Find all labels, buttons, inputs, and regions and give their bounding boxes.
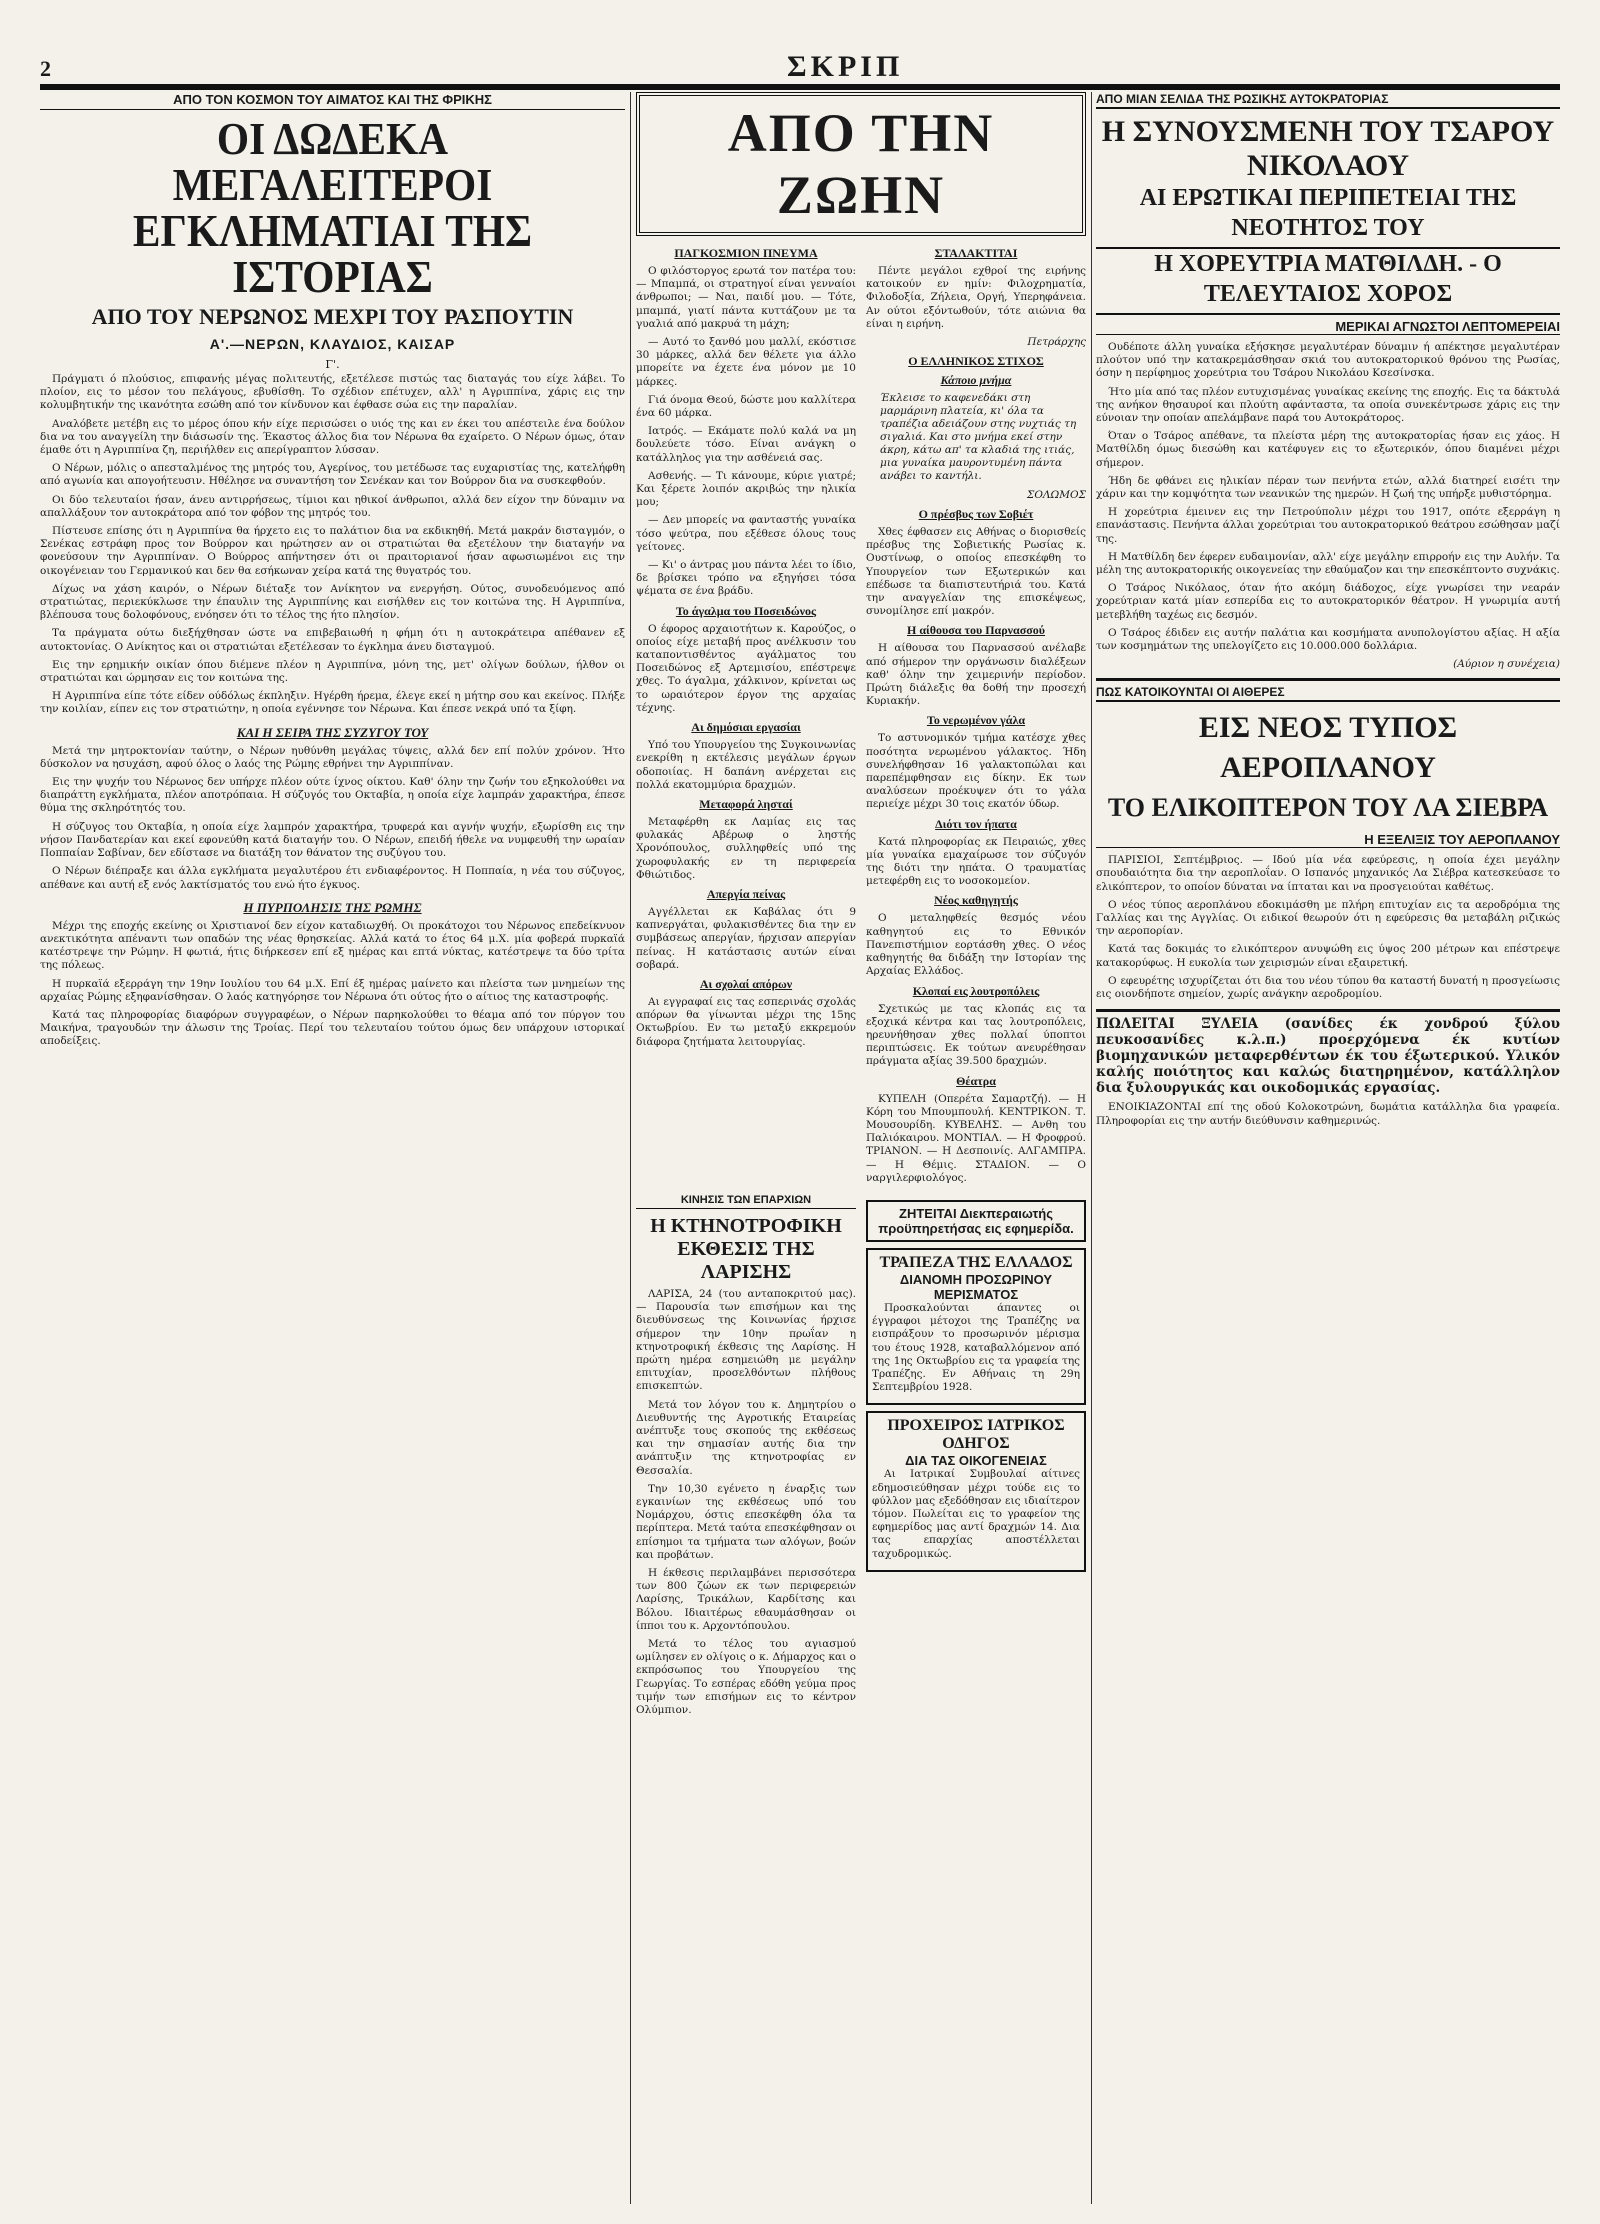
theatres-listing: ΚΥΠΕΛΗ (Οπερέτα Σαμαρτζή). — Η Κόρη του Μπουμπουλή. ΚΕΝΤΡΙΚΟΝ. Τ. Μουσουρίδη. ΚΥΒΕΛΗΣ. — Ανθη του Παλιόκαιρου. ΜΟΝΤΙΑΛ. — Η Φροφρού. ΤΡΙΑΝΟΝ. — Η Δεσποινίς. ΑΛΓΑΜΠΡΑ. — Η Θέμις. ΣΤΑΔΙΟΝ. — Ο ναργιλερφιολόγος. bbox=[866, 1092, 1086, 1184]
article-paragraph: Εις την ψυχήν του Νέρωνος δεν υπήρχε πλέον ούτε ίχνος οίκτου. Καθ' όλην την ζωήν του εξηκολούθει να διαπράττη εγκλήματα, πλέον αποτρόπαια. Η σύζυγός του Οκταβία, η οποία είχε λαμπράν χαρακτήρα, έπεσε θύμα της σκληρότητός του. bbox=[40, 776, 625, 815]
guide-text: Αι Ιατρικαί Συμβουλαί αίτινες εδημοσιεύθησαν μέχρι τούδε εις το φύλλον μας εξεδόθησαν εις ιδιαίτερον τόμον. Πωλείται εις το γραφείον της εφημερίδος μας αντί δραχμών 14. Δια τας επαρχίας αποστέλλεται ταχυδρομικώς. bbox=[872, 1468, 1080, 1560]
section-kicker: ΑΠΟ ΤΟΝ ΚΟΣΜΟΝ ΤΟΥ ΑΙΜΑΤΟΣ ΚΑΙ ΤΗΣ ΦΡΙΚΗΣ bbox=[40, 92, 625, 110]
news-title: Απεργία πείνας bbox=[706, 886, 786, 901]
poem-title: Κάποιο μνήμα bbox=[940, 373, 1012, 388]
wanted-ad bbox=[866, 1200, 1086, 1242]
news-title: Το νερωμένον γάλα bbox=[926, 713, 1026, 728]
article-paragraph: Η Ματθίλδη δεν έφερεν ευδαιμονίαν, αλλ' είχε μεγάλην επιρροήν εις την Αυλήν. Τα μέλη της αυτοκρατορικής οικογενείας την εθαύμαζον και την επεσκέπτοντο συχνάκις. bbox=[1096, 550, 1560, 577]
news-paragraph: Χθες έφθασεν εις Αθήνας ο διορισθείς πρέσβυς της Σοβιετικής Ρωσίας κ. Ουστίνωφ, ο οποίος επεσκέφθη το Υπουργείον των Εξωτερικών και επέδωσε τα διαπιστευτήριά του. Κατά την αναγγελίαν της επισκέψεως, συνομίλησε επί μακρόν. bbox=[866, 526, 1086, 618]
subsection-title: Ο ΕΛΛΗΝΙΚΟΣ ΣΤΙΧΟΣ bbox=[908, 354, 1044, 369]
subsection-title: ΚΑΙ Η ΣΕΙΡΑ ΤΗΣ ΣΥΖΥΓΟΥ ΤΟΥ bbox=[236, 724, 429, 740]
news-paragraph: Αγγέλλεται εκ Καβάλας ότι 9 καπνεργάται, φυλακισθέντες δια την εν συμβάσεως απεργίαν, ήρχισαν απεργίαν πείνας. Η κατάστασις αυτών είναι σοβαρά. bbox=[636, 905, 856, 971]
quote-author: Πετράρχης bbox=[1027, 336, 1086, 349]
bank-subtitle: ΔΙΑΝΟΜΗ ΠΡΟΣΩΡΙΝΟΥ ΜΕΡΙΣΜΑΤΟΣ bbox=[899, 1271, 1053, 1302]
article-paragraph: Ο Νέρων διέπραξε και άλλα εγκλήματα μεγαλυτέρου έτι ενδιαφέροντος. Η Ποππαία, η νέα του σύζυγος, απέθανε και αυτή εξ ενός λακτίσματός του ενώ ήτο έγκυος. bbox=[40, 865, 625, 891]
article-paragraph: Ο νέος τύπος αεροπλάνου εδοκιμάσθη με πλήρη επιτυχίαν εις τα αεροδρόμια της Γαλλίας και της Αγγλίας. Οι ειδικοί θεωρούν ότι η εφεύρεσις θα μεταβάλη ριζικώς την αεροπορίαν. bbox=[1096, 898, 1560, 938]
article-paragraph: ΠΑΡΙΣΙΟΙ, Σεπτέμβριος. — Ιδού μία νέα εφεύρεσις, η οποία έχει μεγάλην σπουδαιότητα δια την αεροπλοΐαν. Ο Ισπανός μηχανικός Λα Σιέβρα κατεσκεύασε το ελικόπτερον, το οποίον δύναται να ίπταται και να προσγειούται καθέτως. bbox=[1096, 854, 1560, 893]
article-paragraph: Μετά την μητροκτονίαν ταύτην, ο Νέρων ηυθύνθη μεγάλας τύψεις, αλλά δεν επί πολύν χρόνον. Ήτο δύσκολον να ησυχάση, αφού όλος ο λαός της Ρώμης εθρήνει την Αγριππίναν. bbox=[40, 744, 625, 770]
article-paragraph: Η σύζυγος του Οκταβία, η οποία είχε λαμπρόν χαρακτήρα, τρυφερά και αγνήν ψυχήν, εξωρίσθη εις την νήσον Πανδατερίαν και εκεί εφονεύθη κατά διαταγήν του. Ο Νέρων, επειδή ήθελε να νυμφευθή την ωραίαν Ποππαίαν Σαβίναν, δεν εδίστασε να διατάξη τον θάνατον της συζύγου του. bbox=[40, 820, 625, 860]
news-paragraph: Υπό του Υπουργείου της Συγκοινωνίας ενεκρίθη η εκτέλεσις μεγάλων έργων οδοποιίας. Η δαπάνη ανέρχεται εις πολλά εκατομμύρια δραχμών. bbox=[636, 739, 856, 791]
article-paragraph: Εις την ερημικήν οικίαν όπου διέμενε πλέον η Αγριππίνα, μόνη της, μετ' ολίγων δούλων, ήλθον οι στρατιώται και ώρμησαν εις τον κοιτώνα της. bbox=[40, 658, 625, 685]
article-paragraph: Μετά τον λόγον του κ. Δημητρίου ο Διευθυντής της Αγροτικής Εταιρείας ανέπτυξε τους σκοπούς της εκθέσεως και την σημασίαν αυτής δια την ανάπτυξιν της κτηνοτροφίας εν Θεσσαλία. bbox=[636, 1398, 856, 1477]
article-paragraph: Κατά τας πληροφορίας διαφόρων συγγραφέων, ο Νέρων παρηκολούθει το θέαμα από τον πύργον του Μαικήνα, τραγουδών την άλωσιν της Τροίας. Περί του τελευταίου τούτου όμως δεν υπάρχουν ιστορικαί αποδείξεις. bbox=[40, 1008, 625, 1048]
subheadline: Η ΕΞΕΛΙΞΙΣ ΤΟΥ ΑΕΡΟΠΛΑΝΟΥ bbox=[1096, 832, 1560, 848]
news-title: Η αίθουσα του Παρνασσού bbox=[906, 623, 1046, 638]
part-numeral: Γ'. bbox=[325, 358, 340, 371]
article-paragraph: Ήτο μία από τας πλέον ευτυχισμένας γυναίκας εκείνης της εποχής. Εις τα δάκτυλά της ανήκον θησαυροί και πλούτη αφάνταστα, τα οποία συνεκέντρωσε χάρις εις την εύνοιαν την οποίαν απελάμβανε παρά του Αυτοκράτορος. bbox=[1096, 385, 1560, 425]
news-paragraph: Μεταφέρθη εκ Λαμίας εις τας φυλακάς Αβέρωφ ο ληστής Χρονόπουλος, συλληφθείς υπό της χωροφυλακής εν τη περιφερεία Φθιώτιδος. bbox=[636, 815, 856, 881]
news-title: Κλοπαί εις λουτροπόλεις bbox=[912, 983, 1040, 998]
article-paragraph: Ο εφευρέτης ισχυρίζεται ότι δια του νέου τύπου θα καταστή δυνατή η προσγείωσις εις οιονδήποτε σημείον, χωρίς ανάγκην αεροδρομίου. bbox=[1096, 974, 1560, 1001]
article-paragraph: Τα πράγματα ούτω διεξήχθησαν ώστε να επιβεβαιωθή η φήμη ότι η αυτοκράτειρα απέθανεν εξ αυτοκτονίας. Ο Ανίκητος και οι στρατιώται εξετέλεσαν το έγκλημα άνευ δισταγμού. bbox=[40, 627, 625, 653]
guide-title: ΠΡΟΧΕΙΡΟΣ ΙΑΤΡΙΚΟΣ ΟΔΗΓΟΣ bbox=[887, 1417, 1065, 1453]
news-title: Αι δημόσιαι εργασίαι bbox=[691, 720, 801, 735]
headline-line-1: Η ΣΥΝΟΥΣΜΕΝΗ ΤΟΥ ΤΣΑΡΟΥ ΝΙΚΟΛΑΟΥ bbox=[1101, 115, 1555, 182]
headline-line-1: ΟΙ ΔΩΔΕΚΑ ΜΕΓΑΛΕΙΤΕΡΟΙ bbox=[172, 113, 493, 210]
news-paragraph: Η αίθουσα του Παρνασσού ανέλαβε από σήμερον την οργάνωσιν διαλέξεων καθ' όλην την χειμερινήν περίοδον. Πρώτη διάλεξις θα δοθή την προσεχή Κυριακήν. bbox=[866, 642, 1086, 708]
article-headline: Η ΚΤΗΝΟΤΡΟΦΙΚΗ ΕΚΘΕΣΙΣ ΤΗΣ ΛΑΡΙΣΗΣ bbox=[650, 1214, 842, 1283]
subsection-title: Η ΠΥΡΠΟΛΗΣΙΣ ΤΗΣ ΡΩΜΗΣ bbox=[243, 899, 422, 915]
news-paragraph: Κατά πληροφορίας εκ Πειραιώς, χθες μία γυναίκα εμαχαίρωσε τον σύζυγόν της διότι την ηπάτα. Ο τραυματίας μετεφέρθη εις το νοσοκομείον. bbox=[866, 835, 1086, 888]
article-paragraph: Μέχρι της εποχής εκείνης οι Χριστιανοί δεν είχον καταδιωχθή. Οι προκάτοχοι του Νέρωνος επεδείκνυον ανεκτικότητα απέναντι των οπαδών της νέας θρησκείας. Αλλά κατά το έτος 64 μ.Χ. μία φοβερά πυρκαϊά κατέστρεψε την Ρώμην. Η φωτιά, ήτις διήρκεσεν επί εξ ημέρας και επτά νύκτας, κατέστρεψε τα δύο τρίτα της πόλεως. bbox=[40, 919, 625, 972]
article-paragraph: Κατά τας δοκιμάς το ελικόπτερον ανυψώθη εις ύψος 200 μέτρων και επέστρεψε κατακορύφως. Η ευκολία των χειρισμών είναι εξαιρετική. bbox=[1096, 943, 1560, 969]
section-separator bbox=[1096, 1009, 1560, 1012]
news-paragraph: Το αστυνομικόν τμήμα κατέσχε χθες ποσότητα νερωμένου γάλακτος. Ήδη συνελήφθησαν 16 γαλακτοπώλαι και παρεπέμφθησαν εις δίκην. Εκ των αναλύσεων προέκυψεν ότι το γάλα περιείχε μέχρι 30 τοις εκατόν ύδωρ. bbox=[866, 732, 1086, 811]
article-paragraph: Ουδέποτε άλλη γυναίκα εξήσκησε μεγαλυτέραν δύναμιν ή απέκτησε μεγαλυτέραν πλούτον υπό την κατακρεμάσθησαν σκιά του αυτοκρατορικού θρόνου της Ρωσίας, όσην η περίφημος χορεύτρια του Τσάρου Νικολάου Κσεσίνσκα. bbox=[1096, 341, 1560, 380]
column-divider bbox=[630, 92, 631, 2204]
column-crime-history bbox=[40, 92, 625, 2204]
article-paragraph: Η έκθεσις περιλαμβάνει περισσότερα των 800 ζώων εκ των περιφερειών Λαρίσης, Τρικάλων, Καρδίτσης και Βόλου. Ιδιαιτέρως εθαυμάσθησαν οι ίπποι του κ. Αρχοντόπουλου. bbox=[636, 1567, 856, 1632]
wanted-ad-text: ΖΗΤΕΙΤΑΙ Διεκπεραιωτής προϋπηρετήσας εις εφημερίδα. bbox=[878, 1205, 1074, 1236]
news-title: Διότι τον ήπατα bbox=[935, 816, 1017, 831]
article-paragraph: Ο Νέρων, μόλις ο απεσταλμένος της μητρός του, Αγερίνος, του μετέδωσε τας ευχαριστίας της, κατελήφθη από αγωνία και απογοήτευσιν. Ηθέλησε να συναντήση τον Σενέκαν και τον Βούρρον δια να συσκεφθούν. bbox=[40, 462, 625, 488]
subheadline: ΑΠΟ ΤΟΥ ΝΕΡΩΝΟΣ ΜΕΧΡΙ ΤΟΥ ΡΑΣΠΟΥΤΙΝ bbox=[91, 304, 574, 329]
page-number: 2 bbox=[40, 56, 51, 81]
article-paragraph: Δίχως να χάση καιρόν, ο Νέρων διέταξε τον Ανίκητον να ενεργήση. Ούτος, συνοδευόμενος από στρατιώτας, περιεκύκλωσε την έπαυλιν της Αγριππίνης και εισήλθεν εις τον κοιτώνα της. Η Αγριππίνα, βλέπουσα τους δολοφόνους, ενόησεν ότι το τέλος της ήτο πλησίον. bbox=[40, 582, 625, 622]
article-paragraph: Ήδη δε φθάνει εις ηλικίαν πέραν των πενήντα ετών, αλλά διατηρεί εισέτι την χάριν και την κομψότητα των νεανικών της ημερών. Η ζωή της υπήρξε μυθιστόρημα. bbox=[1096, 474, 1560, 501]
article-headline-2: ΤΟ ΕΛΙΚΟΠΤΕΡΟΝ ΤΟΥ ΛΑ ΣΙΕΒΡΑ bbox=[1107, 793, 1549, 823]
article-paragraph: Πράγματι ό πλούσιος, επιφανής μέγας πολιτευτής, εξετέλεσε πιστώς τας διαταγάς του είχε λάβει. Το πλοίον, εις το μέσον του πελάγους, εβυθίσθη. Το σχέδιον επέτυχεν, αλλ' η Αγριππίνα, χάρις εις την κολυμβητικήν της ικανότητα εσώθη από τον κίνδυνον και έφθασε σώα εις την παραλίαν. bbox=[40, 373, 625, 412]
article-paragraph: Μετά το τέλος του αγιασμού ωμίλησεν εν ολίγοις ο κ. Δήμαρχος και ο εκπρόσωπος του Υπουργείου της Γεωργίας. Το εσπέρας εδόθη γεύμα προς τιμήν των επισήμων εις το κέντρον Ολύμπιον. bbox=[636, 1638, 856, 1717]
article-paragraph: Η πυρκαϊά εξερράγη την 19ην Ιουλίου του 64 μ.Χ. Επί έξ ημέρας μαίνετο και πλείστα των μνημείων της αρχαίας Ρώμης εξηφανίσθησαν. Ο λαός κατηγόρησε τον Νέρωνα ότι ούτος ήτο ο αίτιος της καταστροφής. bbox=[40, 977, 625, 1003]
article-paragraph: ΛΑΡΙΣΑ, 24 (του ανταποκριτού μας). — Παρουσία των επισήμων και της διευθύνσεως της Κοινωνίας ήρχισε σήμερον την 10ην πρωΐαν η κτηνοτροφική έκθεσις της Λαρίσης. Η πρώτη ημέρα εσημειώθη με μεγάλην επιτυχίαν, προσελθόντων πλήθους επισκεπτών. bbox=[636, 1287, 856, 1393]
theatres-title: Θέατρα bbox=[956, 1073, 996, 1088]
headline-line-2: ΕΓΚΛΗΜΑΤΙΑΙ ΤΗΣ ΙΣΤΟΡΙΑΣ bbox=[132, 205, 533, 302]
news-paragraph: Ο έφορος αρχαιοτήτων κ. Καρούζος, ο οποίος είχε μεταβή προς ανέλκυσιν του καταποντισθέντος αγάλματος του Ποσειδώνος εξ Αρτεμισίου, επέστρεψε χθες. Το άγαλμα, χάλκινον, κρίνεται ως το ωραιότερον έργον της αρχαίας τέχνης. bbox=[636, 622, 856, 714]
news-title: Αι σχολαί απόρων bbox=[699, 976, 793, 991]
joke-paragraph: — Δεν μπορείς να φανταστής γυναίκα τόσο ψεύτρα, που εξέθεσε όλους τους γείτονες. bbox=[636, 514, 856, 553]
column-russian-empire bbox=[1096, 92, 1560, 2204]
classified-ad-rent: ΕΝΟΙΚΙΑΖΟΝΤΑΙ επί της οδού Κολοκοτρώνη, δωμάτια κατάλληλα δια γραφεία. Πληροφορίαι εις την αυτήν διεύθυνσιν καθημερινώς. bbox=[1096, 1101, 1560, 1127]
poem-author: ΣΟΛΩΜΟΣ bbox=[1026, 489, 1086, 502]
medical-guide-ad bbox=[866, 1411, 1086, 1571]
article-paragraph: Πίστευσε επίσης ότι η Αγριππίνα θα ήρχετο εις το παλάτιον δια να εκδικηθή. Μετά μακράν δισταγμόν, ο Σενέκας εστράφη προς τον Βούρρον και ηρώτησεν αν οι στρατιώται θα εξετέλουν την διαταγήν να φονεύσουν την Αγριππίναν. Ο Βούρρος απήντησεν ότι οι πραιτοριανοί ήσαν αφωσιωμένοι εις την οικογένειαν του Γερμανικού και δεν θα εσήκωναν χείρα κατά της θυγατρός του. bbox=[40, 525, 625, 577]
headline-line-2: ΑΙ ΕΡΩΤΙΚΑΙ ΠΕΡΙΠΕΤΕΙΑΙ ΤΗΣ ΝΕΟΤΗΤΟΣ ΤΟΥ bbox=[1096, 183, 1560, 249]
news-title: Νέος καθηγητής bbox=[934, 893, 1018, 908]
quote-paragraph: Πέντε μεγάλοι εχθροί της ειρήνης κατοικούν εν ημίν: Φιλοχρηματία, Φιλοδοξία, Ζήλεια, Οργή, Υπερηφάνεια. Αν ούτοι εξόντωθούν, τότε αιώνια θα είναι η ειρήνη. bbox=[866, 265, 1086, 330]
joke-paragraph: Ιατρός. — Εκάματε πολύ καλά να μη δουλεύετε τόσο. Είναι ανάγκη ο κατάλληλος για την ασθένειά σας. bbox=[636, 425, 856, 464]
article-paragraph: Η χορεύτρια έμεινεν εις την Πετρούπολιν μέχρι του 1917, οπότε εξερράγη η επανάστασις. Πενήντα άλλαι χορεύτριαι του αυτοκρατορικού θεάτρου εσώθησαν μαζί της. bbox=[1096, 506, 1560, 545]
section-banner: ΑΠΟ ΤΗΝ ΖΩΗΝ bbox=[636, 92, 1086, 236]
section-kicker: ΠΩΣ ΚΑΤΟΙΚΟΥΝΤΑΙ ΟΙ ΑΙΘΕΡΕΣ bbox=[1096, 685, 1560, 702]
joke-paragraph: Γιά όνομα Θεού, δώστε μου καλλίτερα ένα 60 μάρκα. bbox=[636, 393, 856, 420]
bank-title: ΤΡΑΠΕΖΑ ΤΗΣ ΕΛΛΑΔΟΣ bbox=[879, 1253, 1073, 1271]
bank-text: Προσκαλούνται άπαντες οι έγγραφοι μέτοχοι της Τραπέζης να εισπράξουν το προσωρινόν μέρισμα του έτους 1928, καταβαλλόμενον από της 1ης Οκτωβρίου εις τα γραφεία της Τραπέζης. Εν Αθήναις τη 29η Σεπτεμβρίου 1928. bbox=[872, 1301, 1080, 1394]
classified-ad: ΠΩΛΕΙΤΑΙ ΞΥΛΕΙΑ (σανίδες έκ χονδρού ξύλου πευκοσανίδες κ.λ.π.) προερχόμενα έκ κυτίων βιομηχανικών μεταφερθέντων έκ του έξωτερικού. Υλικόν καλής ποιότητος και καλώς διατηρημένον, κατάλληλον δια ξυλουργικάς και οικοδομικάς εργασίας. bbox=[1096, 1016, 1560, 1097]
article-paragraph: Την 10,30 εγένετο η έναρξις των εγκαινίων της εκθέσεως υπό του Νομάρχου, όστις επεσκέφθη όλα τα περίπτερα. Μετά ταύτα επεσκέφθησαν οι επίσημοι τα τμήματα των αλόγων, βοών και προβάτων. bbox=[636, 1482, 856, 1561]
bank-notice bbox=[866, 1248, 1086, 1405]
joke-paragraph: Ασθενής. — Τι κάνουμε, κύριε γιατρέ; Και ξέρετε λοιπόν ακριβώς την ηλικία μου; bbox=[636, 469, 856, 509]
continued-note: (Αύριον η συνέχεια) bbox=[1453, 658, 1560, 671]
masthead bbox=[40, 50, 1560, 90]
subsection-title: ΣΤΑΛΑΚΤΙΤΑΙ bbox=[934, 246, 1018, 260]
article-paragraph: Οι δύο τελευταίοι ήσαν, άνευ αντιρρήσεως, τίμιοι και ηθικοί άνθρωποι, αλλά δεν είχον την δύναμιν να απαλλάξουν τον αυτοκράτορα από τον φόβον της μητρός του. bbox=[40, 493, 625, 519]
news-paragraph: Ο μεταληφθείς θεσμός νέου καθηγητού εις το Εθνικόν Πανεπιστήμιον εορτάσθη χθες. Ο νέος καθηγητής θα διδάξη την Ιστορίαν της Αρχαίας Ελλάδος. bbox=[866, 912, 1086, 978]
article-paragraph: Αναλόβετε μετέβη εις το μέρος όπου κήν είχε περισώσει ο υιός της και εν έκει του απέστειλε ένα δούλον δια να του αναγγείλη την διάσωσίν της. Έκαστος άλλος δια τον Νέρωνα θα εχαίρετο. Ο Νέρων όμως, όταν έμαθε ότι η Αγριππίνα ζη, περιήλθεν εις απερίγραπτον λύσσαν. bbox=[40, 417, 625, 457]
section-kicker: ΑΠΟ ΜΙΑΝ ΣΕΛΙΔΑ ΤΗΣ ΡΩΣΙΚΗΣ ΑΥΤΟΚΡΑΤΟΡΙΑΣ bbox=[1096, 92, 1560, 109]
news-paragraph: Σχετικώς με τας κλοπάς εις τα εξοχικά κέντρα και τας λουτροπόλεις, ηρευνήθησαν χθες πολλαί ύποπτοι περιπτώσεις. Εκ τούτων ανευρέθησαν πράγματα αξίας 39.500 δραχμών. bbox=[866, 1002, 1086, 1068]
section-kicker: ΚΙΝΗΣΙΣ ΤΩΝ ΕΠΑΡΧΙΩΝ bbox=[636, 1194, 856, 1209]
article-paragraph: Ο Τσάρος Νικόλαος, όταν ήτο ακόμη διάδοχος, είχε γνωρίσει την νεαράν χορεύτριαν κατά μίαν εσπερίδα εις το αυτοκρατορικόν θέατρον. Η γνωριμία αυτή μετεβλήθη ταχέως εις δεσμόν. bbox=[1096, 582, 1560, 621]
news-paragraph: Αι εγγραφαί εις τας εσπερινάς σχολάς απόρων θα γίνωνται μέχρι της 15ης Οκτωβρίου. Εν τω μεταξύ εκκρεμούν διάφορα ζητήματα λειτουργίας. bbox=[636, 995, 856, 1048]
headline-line-3: Η ΧΟΡΕΥΤΡΙΑ ΜΑΤΘΙΛΔΗ. - Ο ΤΕΛΕΥΤΑΙΟΣ ΧΟΡΟΣ bbox=[1096, 249, 1560, 315]
article-headline: ΕΙΣ ΝΕΟΣ ΤΥΠΟΣ ΑΕΡΟΠΛΑΝΟΥ bbox=[1198, 711, 1458, 785]
subsection-title: ΠΑΓΚΟΣΜΙΟΝ ΠΝΕΥΜΑ bbox=[674, 246, 818, 260]
subheadline: ΜΕΡΙΚΑΙ ΑΓΝΩΣΤΟΙ ΛΕΠΤΟΜΕΡΕΙΑΙ bbox=[1096, 319, 1560, 335]
news-title: Ο πρέσβυς των Σοβιέτ bbox=[918, 507, 1034, 522]
news-title: Μεταφορά λησταί bbox=[699, 796, 793, 811]
newspaper-name: ΣΚΡΙΠ bbox=[775, 50, 915, 84]
column-from-life bbox=[636, 92, 1086, 2204]
column-divider bbox=[1091, 92, 1092, 2204]
joke-paragraph: — Αυτό το ξανθό μου μαλλί, εκόστισε 30 μάρκες, αλλά δεν θέλετε για άλλο μπορείτε να έχετε ένα μόνον με 10 μάρκες. bbox=[636, 336, 856, 388]
article-paragraph: Όταν ο Τσάρος απέθανε, τα πλείστα μέρη της αυτοκρατορίας ήσαν εις χάος. Η Ματθίλδη όμως διεσώθη και κατέφυγεν εις το εξωτερικόν, όπου διαμένει μέχρι σήμερον. bbox=[1096, 430, 1560, 469]
chapter-title: Α'.—ΝΕΡΩΝ, ΚΛΑΥΔΙΟΣ, ΚΑΙΣΑΡ bbox=[209, 336, 456, 352]
poem-text: Έκλεισε το καφενεδάκι στη μαρμάρινη πλατεία, κι' όλα τα τραπέζια αδειάζουν στης νυχτιάς τη σιγαλιά. Και στο μνήμα εκεί στην άκρη, κάτω απ' τα κλαδιά της ιτιάς, μια γυναίκα μαυροντυμένη πάντα ανάβει το καντήλι. bbox=[880, 392, 1077, 483]
guide-subtitle: ΔΙΑ ΤΑΣ ΟΙΚΟΓΕΝΕΙΑΣ bbox=[905, 1453, 1047, 1469]
section-separator bbox=[1096, 678, 1560, 681]
article-paragraph: Η Αγριππίνα είπε τότε είδεν ούδόλως έκπληξιν. Ηγέρθη ήρεμα, έλεγε εκεί η μήτηρ σου και εκείνος. Πλήξε την κοιλίαν, είπεν εις τον στρατιώτην, η οποία εγέννησε τον Νέρωνα. Και έπεσε νεκρά υπό τα ξίφη. bbox=[40, 690, 625, 716]
joke-paragraph: — Κι' ο άντρας μου πάντα λέει το ίδιο, δε βρίσκει τρόπο να εξηγήσει τόσα ψέματα σε ένα βράδυ. bbox=[636, 559, 856, 598]
news-title: Το άγαλμα του Ποσειδώνος bbox=[675, 603, 817, 618]
article-paragraph: Ο Τσάρος έδιδεν εις αυτήν παλάτια και κοσμήματα ανυπολογίστου αξίας. Η αξία των κοσμημάτων της υπελογίζετο εις 10.000.000 δολλάρια. bbox=[1096, 626, 1560, 653]
joke-paragraph: Ο φιλόστοργος ερωτά τον πατέρα του: — Μπαμπά, οι στρατηγοί είναι γενναίοι άνθρωποι; — Ναι, παιδί μου. — Τότε, μπαμπά, γιατί πάντα κυττάζουν με τα γυαλιά από μακρυά τη μάχη; bbox=[636, 265, 856, 330]
